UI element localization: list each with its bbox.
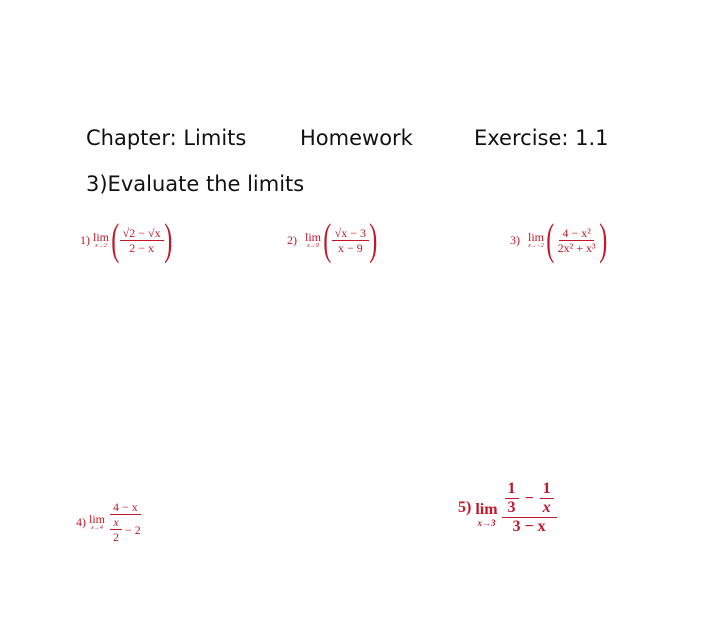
limit-operator: lim x→2 — [93, 229, 110, 249]
limit-operator: lim x→−2 — [528, 229, 545, 249]
problem-label: 1) — [80, 232, 90, 247]
exercise-title: Exercise: 1.1 — [474, 126, 609, 150]
fraction-one-over-x: $\frac{1}{x}$ — [540, 480, 554, 517]
homework-title: Homework — [300, 126, 413, 150]
right-paren: ) — [598, 215, 607, 264]
problem-label: 2) — [287, 232, 297, 247]
limit-operator: lim x→3 — [475, 501, 498, 528]
problem-5 — [458, 480, 557, 536]
problem-1 — [80, 215, 172, 264]
chapter-title: Chapter: Limits — [86, 126, 247, 150]
right-paren: ) — [369, 215, 378, 264]
problem-4 — [76, 500, 144, 544]
fraction-one-third: $\frac{1}{3}$ — [505, 480, 519, 517]
problem-label: 3) — [510, 232, 520, 247]
problem-label: 5) — [458, 499, 472, 516]
fraction: $\frac{\text{4 − x²}}{\text{2x² + x³}}$ — [557, 225, 596, 255]
problem-3 — [510, 215, 607, 264]
left-paren: ( — [546, 215, 555, 264]
fraction: $\frac{1}{3}$ − $\frac{1}{x}$ 3 − x — [502, 480, 557, 536]
problem-label: 4) — [76, 514, 86, 529]
left-paren: ( — [111, 215, 120, 264]
inner-fraction: $\frac{x}{2}$ — [110, 515, 122, 544]
left-paren: ( — [323, 215, 332, 264]
fraction: $\frac{√x - 3}{x - 9}$ — [332, 226, 369, 255]
fraction: 4 − x $\frac{x}{2}$ − 2 — [107, 500, 144, 544]
right-paren: ) — [163, 215, 172, 264]
problem-2 — [287, 215, 378, 264]
limit-operator: lim x→9 — [305, 229, 322, 249]
limit-operator: lim x→4 — [89, 511, 106, 531]
fraction: $\frac{√2 - √x}{2 - x}$ — [120, 226, 164, 255]
instruction: 3)Evaluate the limits — [86, 172, 305, 196]
